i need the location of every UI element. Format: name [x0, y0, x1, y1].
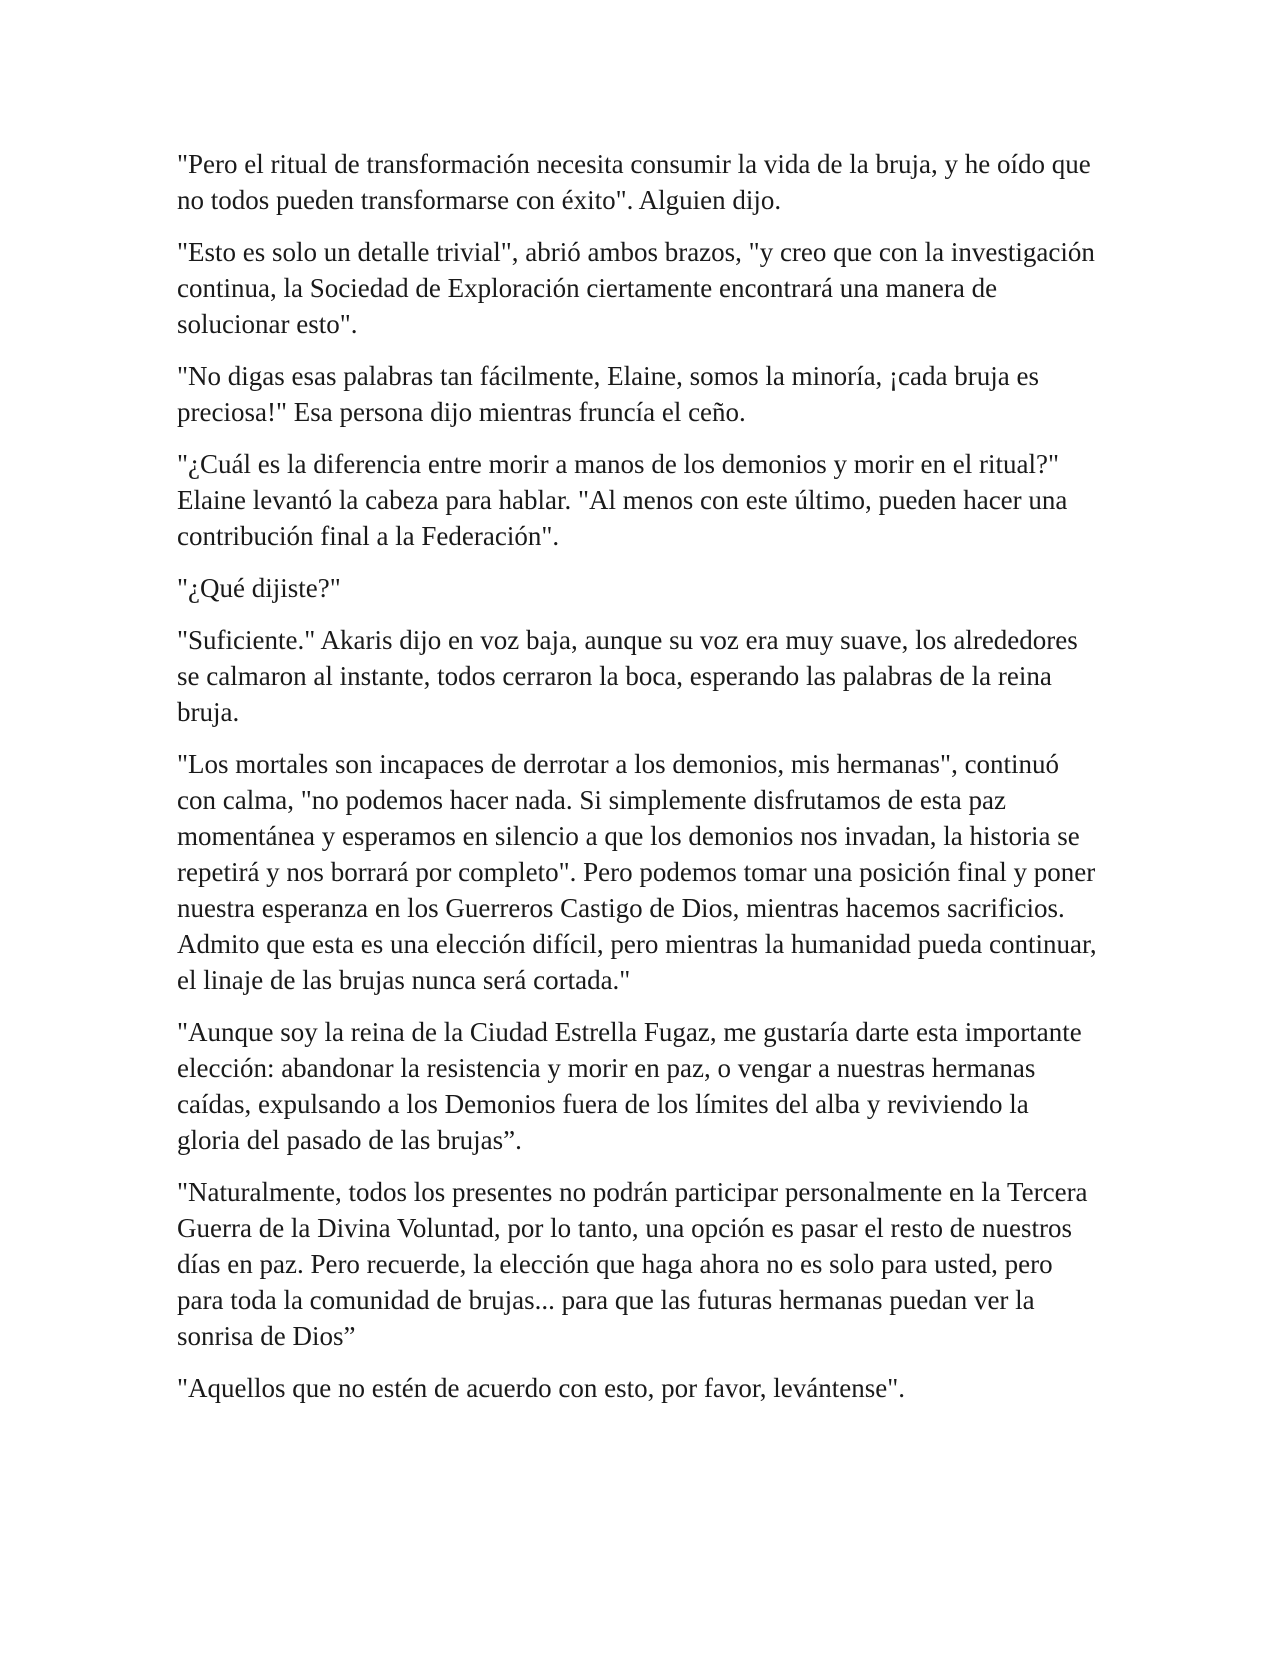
body-text [177, 146, 1097, 1422]
paragraph-2: "Esto es solo un detalle trivial", abrió ambos brazos, "y creo que con la investigación continua, la Sociedad de Exploración ciertamente encontrará una manera de solucionar esto". [177, 237, 1095, 339]
paragraph-7: "Los mortales son incapaces de derrotar a los demonios, mis hermanas", continuó con calma, "no podemos hacer nada. Si simplemente disfrutamos de esta paz momentánea y esperamos en silencio a que los demonios nos invadan, la historia se repetirá y nos borrará por completo". Pero podemos tomar una posición final y poner nuestra esperanza en los Guerreros Castigo de Dios, mientras hacemos sacrificios. Admito que esta es una elección difícil, pero mientras la humanidad pueda continuar, el linaje de las brujas nunca será cortada." [177, 749, 1097, 995]
paragraph-10: "Aquellos que no estén de acuerdo con esto, por favor, levántense". [177, 1373, 905, 1403]
paragraph-5: "¿Qué dijiste?" [177, 573, 341, 603]
paragraph-1: "Pero el ritual de transformación necesita consumir la vida de la bruja, y he oído que no todos pueden transformarse con éxito". Alguien dijo. [177, 149, 1091, 215]
paragraph-8: "Aunque soy la reina de la Ciudad Estrella Fugaz, me gustaría darte esta importante elección: abandonar la resistencia y morir en paz, o vengar a nuestras hermanas caídas, expulsando a los Demonios fuera de los límites del alba y reviviendo la gloria del pasado de las brujas”. [177, 1017, 1082, 1155]
paragraph-3: "No digas esas palabras tan fácilmente, Elaine, somos la minoría, ¡cada bruja es preciosa!" Esa persona dijo mientras fruncía el ceño. [177, 361, 1039, 427]
paragraph-4: "¿Cuál es la diferencia entre morir a manos de los demonios y morir en el ritual?" Elaine levantó la cabeza para hablar. "Al menos con este último, pueden hacer una contribución final a la Federación". [177, 449, 1068, 551]
paragraph-9: "Naturalmente, todos los presentes no podrán participar personalmente en la Tercera Guerra de la Divina Voluntad, por lo tanto, una opción es pasar el resto de nuestros días en paz. Pero recuerde, la elección que haga ahora no es solo para usted, pero para toda la comunidad de brujas... para que las futuras hermanas puedan ver la sonrisa de Dios” [177, 1177, 1088, 1351]
paragraph-6: "Suficiente." Akaris dijo en voz baja, aunque su voz era muy suave, los alrededores se calmaron al instante, todos cerraron la boca, esperando las palabras de la reina bruja. [177, 625, 1078, 727]
